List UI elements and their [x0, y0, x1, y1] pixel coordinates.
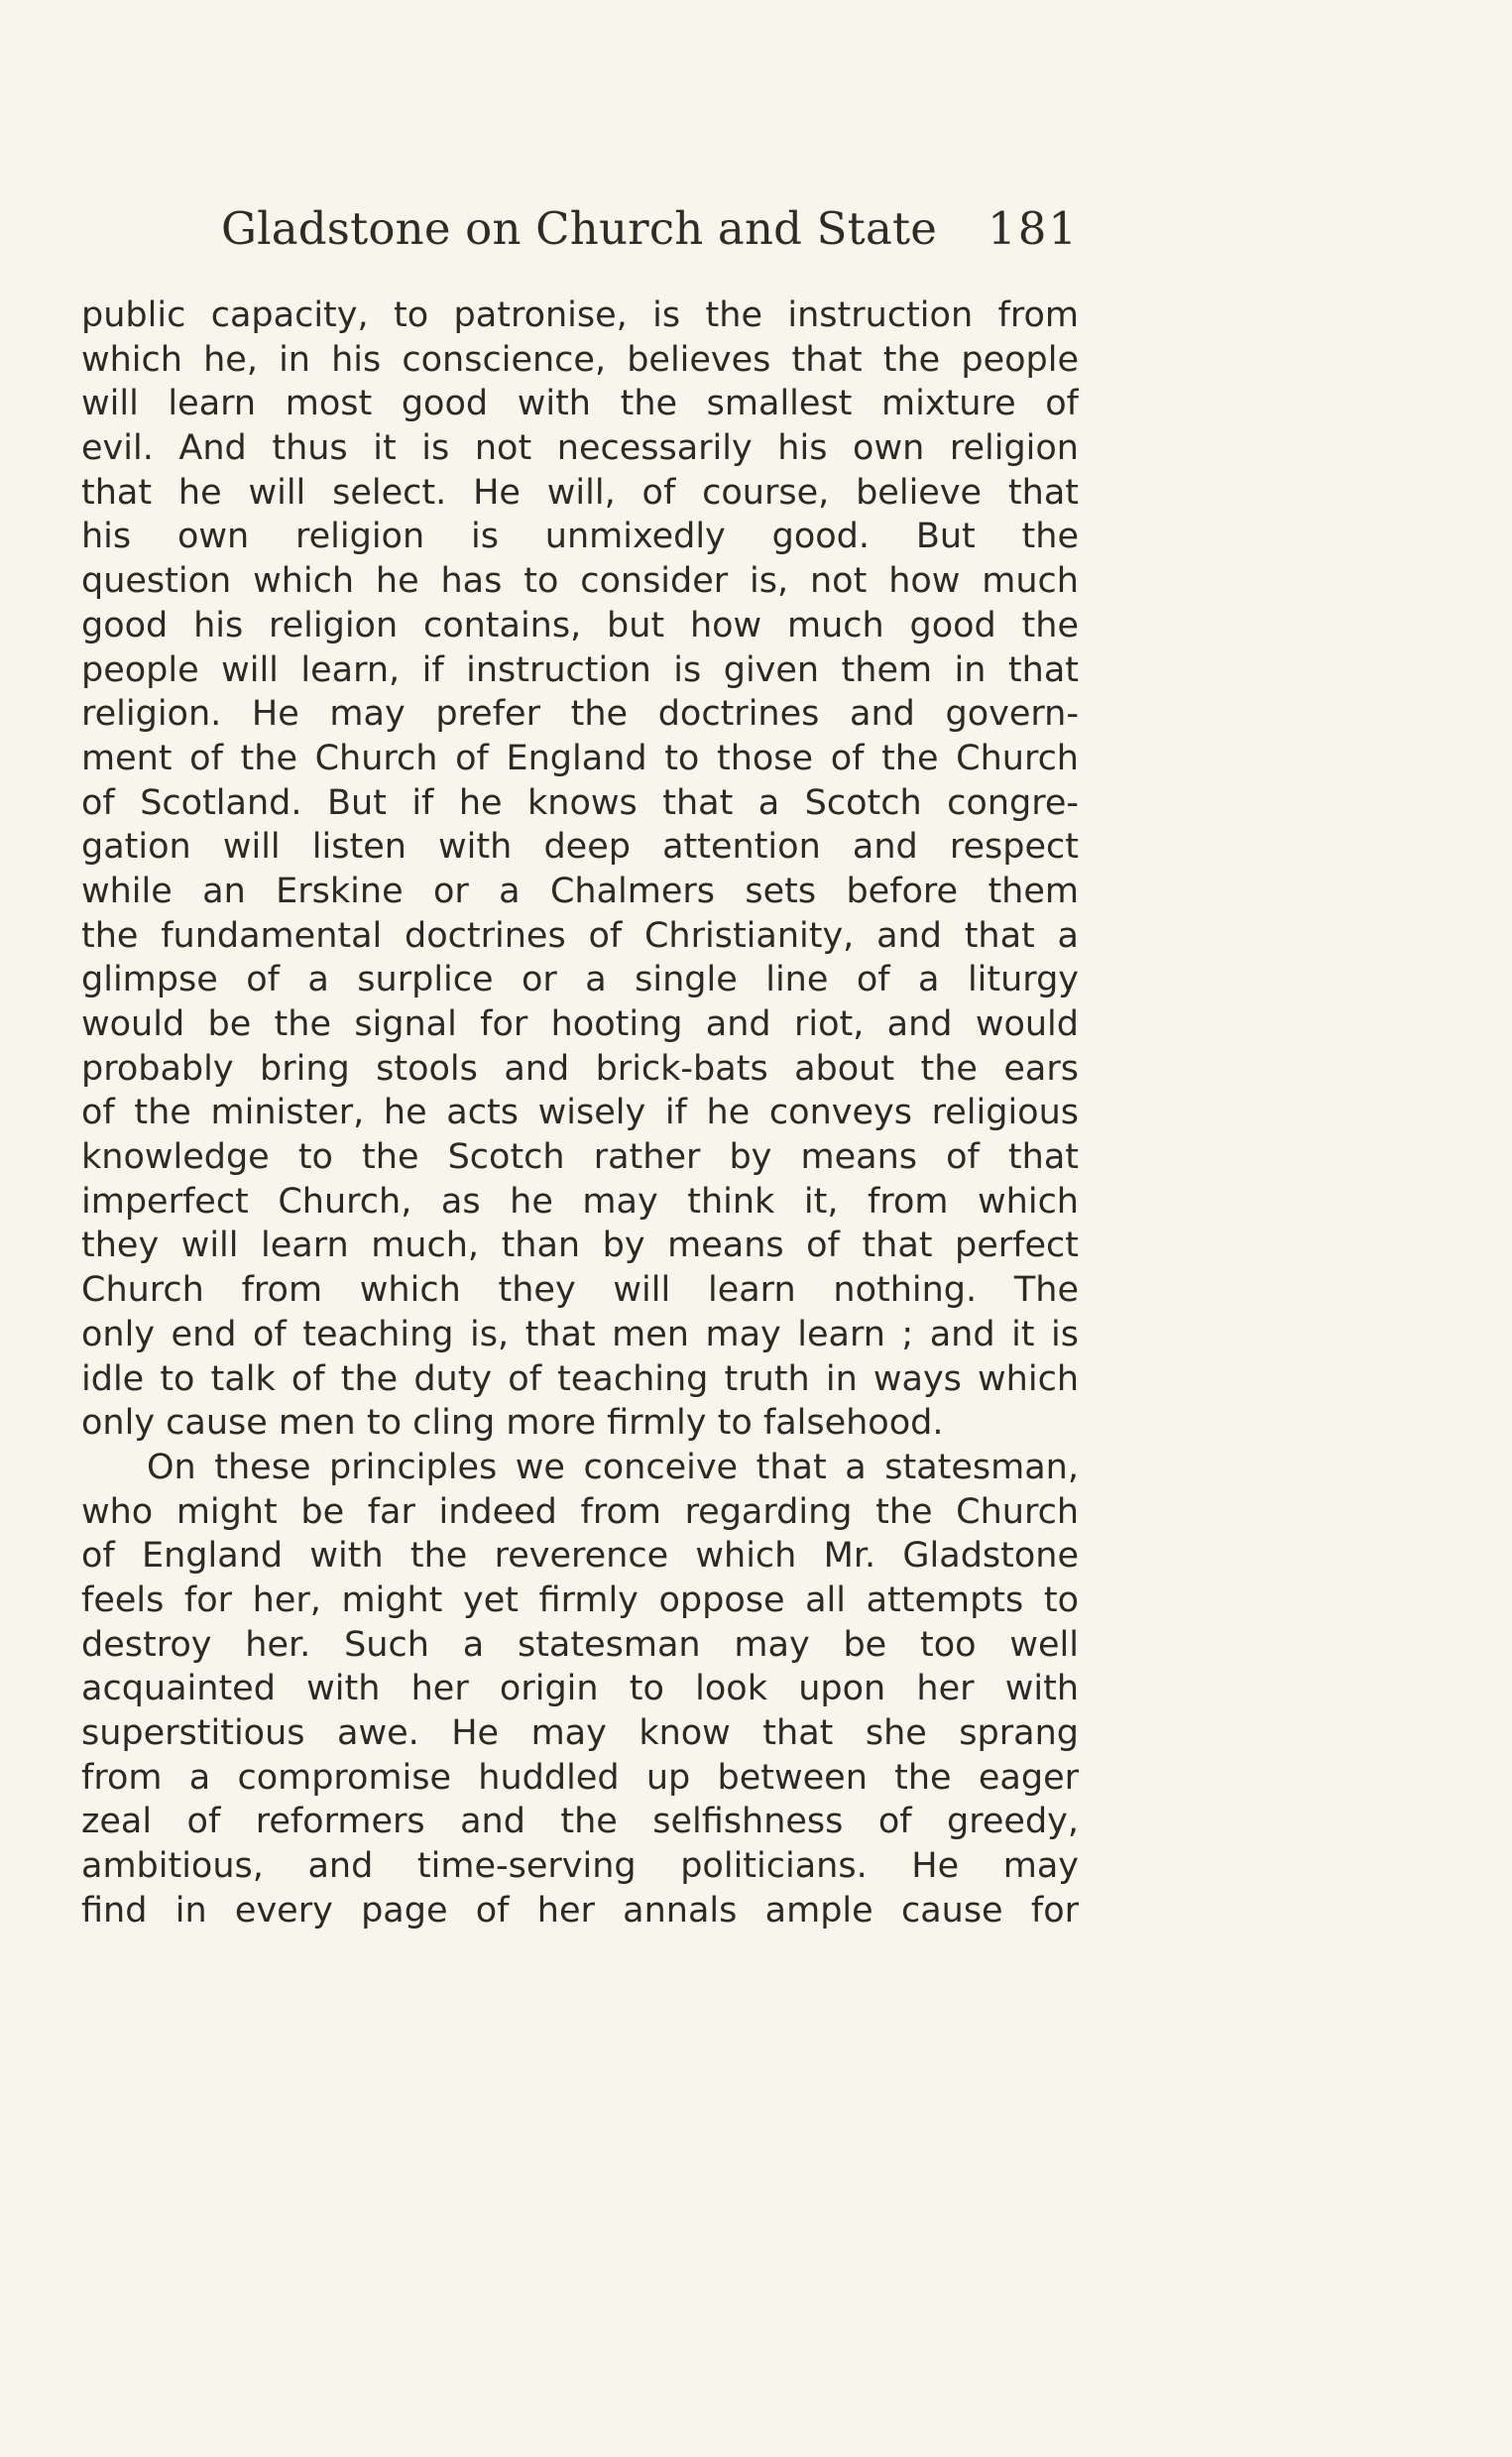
text-line: glimpse of a surplice or a single line of a liturgy	[81, 960, 1079, 1000]
text-line: that he will select. He will, of course, believe that	[81, 472, 1079, 513]
text-line: religion. He may prefer the doctrines and govern-	[81, 694, 1079, 735]
text-line: people will learn, if instruction is given them in that	[81, 649, 1079, 690]
text-line: Church from which they will learn nothing. The	[81, 1270, 1079, 1311]
text-line: from a compromise huddled up between the eager	[81, 1757, 1079, 1798]
body-text	[81, 293, 1079, 1932]
text-line: question which he has to consider is, not how much	[81, 561, 1079, 602]
text-line: while an Erskine or a Chalmers sets before them	[81, 871, 1079, 911]
text-line: evil. And thus it is not necessarily his own religion	[81, 428, 1079, 469]
paragraph-start-line: On these principles we conceive that a statesman,	[147, 1447, 1079, 1487]
text-line: will learn most good with the smallest mixture of	[81, 384, 1079, 424]
text-line: ment of the Church of England to those of the Church	[81, 738, 1079, 778]
text-line: only end of teaching is, that men may learn ; and it is	[81, 1314, 1079, 1354]
text-line: of Scotland. But if he knows that a Scotch congre-	[81, 782, 1079, 823]
text-line: who might be far indeed from regarding the Church	[81, 1491, 1079, 1532]
page-number: 181	[988, 202, 1079, 255]
text-line: the fundamental doctrines of Christianity, and that a	[81, 915, 1079, 956]
text-line: public capacity, to patronise, is the instruction from	[81, 295, 1079, 335]
text-line: feels for her, might yet firmly oppose all attempts to	[81, 1580, 1079, 1620]
text-line: ambitious, and time-serving politicians. He may	[81, 1846, 1079, 1887]
header-title: Gladstone on Church and State	[221, 202, 938, 255]
text-line: they will learn much, than by means of that perfect	[81, 1226, 1079, 1266]
text-line: which he, in his conscience, believes that the people	[81, 339, 1079, 380]
text-line: superstitious awe. He may know that she sprang	[81, 1713, 1079, 1753]
text-line: of the minister, he acts wisely if he conveys religious	[81, 1093, 1079, 1133]
text-line: would be the signal for hooting and riot, and would	[81, 1004, 1079, 1044]
text-line: acquainted with her origin to look upon her with	[81, 1669, 1079, 1709]
text-line: destroy her. Such a statesman may be too well	[81, 1624, 1079, 1665]
text-line: probably bring stools and brick-bats about the ears	[81, 1048, 1079, 1089]
text-line: good his religion contains, but how much good the	[81, 605, 1079, 645]
text-line: zeal of reformers and the selfishness of greedy,	[81, 1802, 1079, 1842]
text-line: imperfect Church, as he may think it, from which	[81, 1181, 1079, 1222]
running-header	[218, 194, 1079, 264]
paragraph-end-line: only cause men to cling more firmly to falsehood.	[81, 1403, 944, 1444]
text-line: idle to talk of the duty of teaching truth in ways which	[81, 1358, 1079, 1399]
text-line: gation will listen with deep attention and respect	[81, 827, 1079, 868]
text-line: his own religion is unmixedly good. But the	[81, 517, 1079, 557]
text-line: find in every page of her annals ample cause for	[81, 1890, 1079, 1930]
text-line: of England with the reverence which Mr. Gladstone	[81, 1536, 1079, 1577]
text-line: knowledge to the Scotch rather by means of that	[81, 1137, 1079, 1178]
